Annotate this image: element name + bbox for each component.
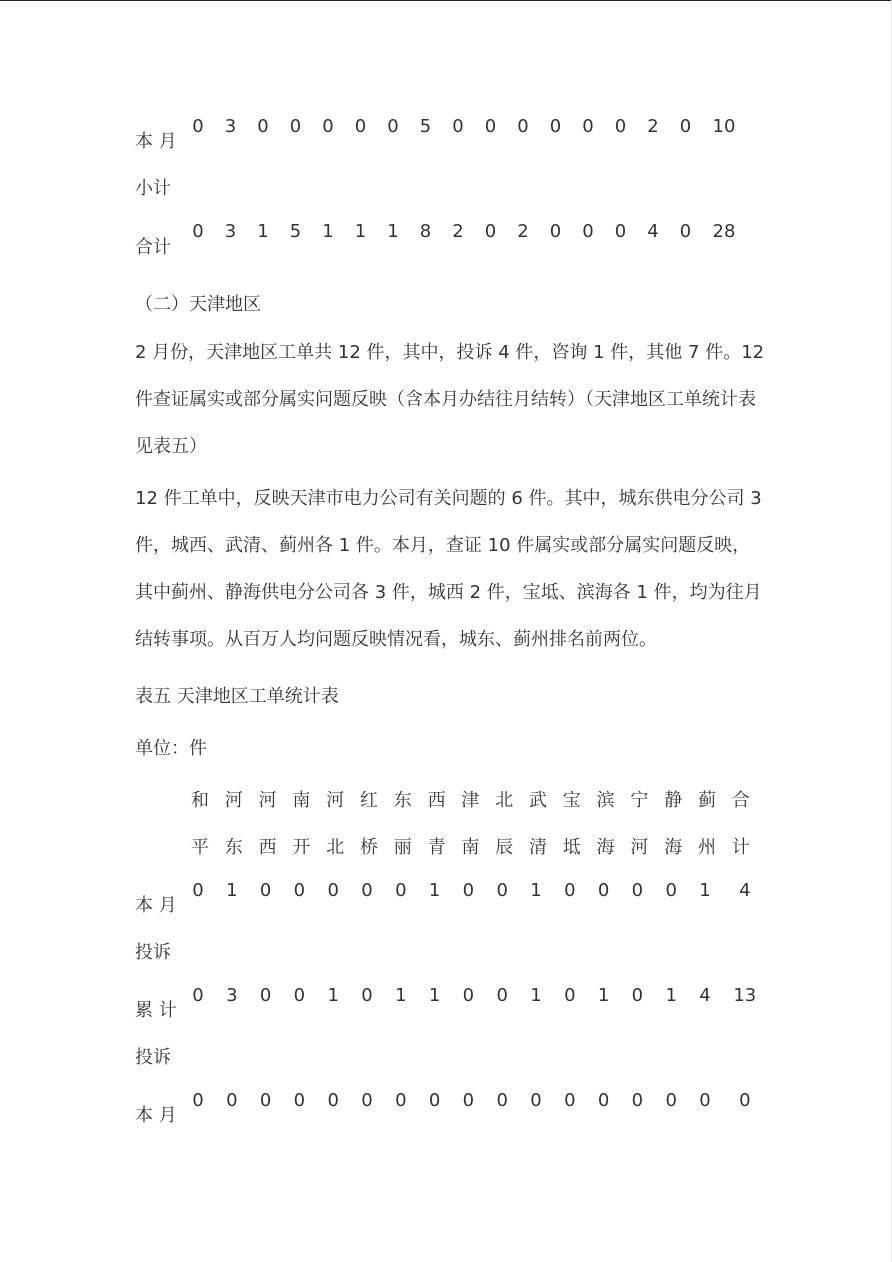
- table-header-cell: 青: [427, 837, 446, 858]
- row-label: 投诉: [135, 942, 171, 963]
- table-cell: 0: [530, 1090, 542, 1111]
- table-cell: 3: [224, 221, 237, 242]
- table-header-cell: 宝: [562, 790, 581, 811]
- row-label: 合计: [135, 237, 171, 258]
- table-cell: 0: [699, 1090, 711, 1111]
- table-cell: 0: [327, 880, 339, 901]
- table-cell: 1: [395, 985, 407, 1006]
- table-header-cell: 清: [529, 837, 547, 858]
- table-header-cell: 静: [664, 790, 683, 811]
- table-header-cell: 西: [258, 837, 277, 858]
- table-header-cell: 南: [292, 790, 311, 811]
- row-label: 小计: [135, 178, 171, 199]
- table-cell: 1: [530, 880, 542, 901]
- table-header-cell: 河: [224, 790, 243, 811]
- row-label: 本 月: [135, 131, 177, 152]
- table-cell: 13: [733, 985, 757, 1006]
- table-cell: 0: [631, 985, 644, 1006]
- table-cell: 2: [647, 116, 659, 137]
- table-cell: 0: [257, 116, 269, 137]
- table-cell: 0: [259, 985, 272, 1006]
- row-label: 投诉: [135, 1047, 171, 1068]
- table-cell: 1: [226, 880, 238, 901]
- table-header-cell: 河: [630, 837, 649, 858]
- table-cell: 0: [387, 116, 399, 137]
- table-cell: 2: [517, 221, 529, 242]
- table-cell: 4: [739, 880, 751, 901]
- table-cell: 28: [712, 221, 736, 242]
- page-top-border: [0, 0, 892, 1]
- table-cell: 0: [322, 116, 334, 137]
- table-cell: 3: [226, 985, 238, 1006]
- table-cell: 0: [496, 880, 508, 901]
- row-label: 累 计: [135, 1000, 177, 1021]
- table-header-cell: 桥: [360, 837, 378, 858]
- paragraph-1: 2 月份，天津地区工单共 12 件，其中，投诉 4 件，咨询 1 件，其他 7 件。12 件查证属实或部分属实问题反映（含本月办结往月结转）（天津地区工单统计表见表五）: [135, 342, 765, 457]
- table-cell: 0: [361, 1090, 373, 1111]
- table-cell: 0: [293, 1090, 306, 1111]
- table-cell: 0: [614, 221, 627, 242]
- table-cell: 0: [192, 1090, 204, 1111]
- table-cell: 0: [192, 221, 204, 242]
- table-header-cell: 东: [224, 837, 243, 858]
- table-cell: 1: [387, 221, 399, 242]
- row-label: 本 月: [135, 1105, 177, 1126]
- table-cell: 0: [293, 985, 306, 1006]
- table-cell: 0: [293, 880, 306, 901]
- table-cell: 0: [597, 1090, 610, 1111]
- table-cell: 1: [257, 221, 269, 242]
- table-header-cell: 红: [360, 790, 378, 811]
- table-cell: 0: [679, 221, 692, 242]
- table-cell: 5: [419, 116, 432, 137]
- table-cell: 1: [597, 985, 610, 1006]
- table-header-cell: 北: [495, 790, 514, 811]
- table-cell: 3: [224, 116, 237, 137]
- table-cell: 0: [259, 1090, 272, 1111]
- table-header-cell: 东: [393, 790, 412, 811]
- table-cell: 0: [289, 116, 302, 137]
- table-header-cell: 合: [731, 790, 750, 811]
- table-header-cell: 西: [427, 790, 446, 811]
- table-header-cell: 津: [461, 790, 480, 811]
- table-cell: 0: [192, 985, 204, 1006]
- table-cell: 1: [665, 985, 677, 1006]
- table-header-cell: 州: [698, 837, 716, 858]
- row-label: 本 月: [135, 895, 177, 916]
- table-header-cell: 坻: [562, 837, 581, 858]
- table-cell: 0: [395, 880, 407, 901]
- table-header-cell: 海: [664, 837, 683, 858]
- table-cell: 10: [712, 116, 736, 137]
- table-cell: 0: [484, 116, 497, 137]
- table-header-cell: 滨: [596, 790, 615, 811]
- table-cell: 1: [530, 985, 542, 1006]
- table-cell: 0: [484, 221, 497, 242]
- table-cell: 1: [322, 221, 334, 242]
- table-cell: 0: [597, 880, 610, 901]
- table-header-cell: 宁: [630, 790, 649, 811]
- table-cell: 0: [354, 116, 367, 137]
- table-cell: 0: [665, 1090, 677, 1111]
- table-header-cell: 武: [529, 790, 547, 811]
- table-cell: 0: [582, 116, 594, 137]
- table-cell: 4: [699, 985, 711, 1006]
- table-cell: 0: [496, 1090, 508, 1111]
- table-header-cell: 南: [461, 837, 480, 858]
- table-cell: 1: [327, 985, 339, 1006]
- table-header-cell: 开: [292, 837, 311, 858]
- table-cell: 0: [679, 116, 692, 137]
- table-cell: 0: [564, 985, 576, 1006]
- table-cell: 0: [631, 880, 644, 901]
- paragraph-2: 12 件工单中，反映天津市电力公司有关问题的 6 件。其中，城东供电分公司 3 件，城西、武清、蓟州各 1 件。本月，查证 10 件属实或部分属实问题反映，其中蓟州、静海供电分公司各 3 件，城西 2 件，宝坻、滨海各 1 件，均为往月结转事项。从百万人均问题反映情况看，城东、蓟州排名前两位。: [135, 488, 762, 650]
- table-header-cell: 计: [731, 837, 750, 858]
- table-cell: 0: [452, 116, 464, 137]
- table-cell: 1: [699, 880, 711, 901]
- table-header-cell: 北: [326, 837, 345, 858]
- table-cell: 2: [452, 221, 464, 242]
- table-cell: 0: [549, 221, 562, 242]
- table-unit: 单位：件: [135, 738, 207, 759]
- section-title: （二）天津地区: [135, 294, 261, 315]
- table-cell: 0: [226, 1090, 238, 1111]
- table-cell: 0: [462, 1090, 475, 1111]
- table-caption: 表五 天津地区工单统计表: [135, 686, 339, 707]
- table-cell: 1: [428, 985, 441, 1006]
- table-cell: 0: [564, 880, 576, 901]
- table-header-cell: 丽: [393, 837, 412, 858]
- table-header-cell: 辰: [495, 837, 514, 858]
- table-cell: 4: [647, 221, 659, 242]
- table-cell: 0: [739, 1090, 751, 1111]
- table-cell: 0: [361, 880, 373, 901]
- table-header-cell: 河: [258, 790, 277, 811]
- table-cell: 0: [631, 1090, 644, 1111]
- table-cell: 8: [419, 221, 432, 242]
- table-cell: 0: [192, 880, 204, 901]
- table-header-cell: 河: [326, 790, 345, 811]
- table-header-cell: 海: [596, 837, 615, 858]
- table-cell: 1: [428, 880, 441, 901]
- table-cell: 0: [614, 116, 627, 137]
- table-header-cell: 和: [191, 790, 209, 811]
- table-cell: 0: [462, 985, 475, 1006]
- table-cell: 0: [517, 116, 529, 137]
- table-cell: 0: [192, 116, 204, 137]
- table-cell: 0: [462, 880, 475, 901]
- table-cell: 0: [564, 1090, 576, 1111]
- table-cell: 0: [496, 985, 508, 1006]
- table-cell: 0: [665, 880, 677, 901]
- table-cell: 0: [327, 1090, 339, 1111]
- table-header-cell: 蓟: [698, 790, 716, 811]
- table-cell: 0: [259, 880, 272, 901]
- table-cell: 0: [428, 1090, 441, 1111]
- table-cell: 0: [361, 985, 373, 1006]
- table-cell: 5: [289, 221, 302, 242]
- table-cell: 0: [549, 116, 562, 137]
- table-cell: 0: [395, 1090, 407, 1111]
- table-cell: 1: [354, 221, 367, 242]
- table-header-cell: 平: [191, 837, 209, 858]
- table-cell: 0: [582, 221, 594, 242]
